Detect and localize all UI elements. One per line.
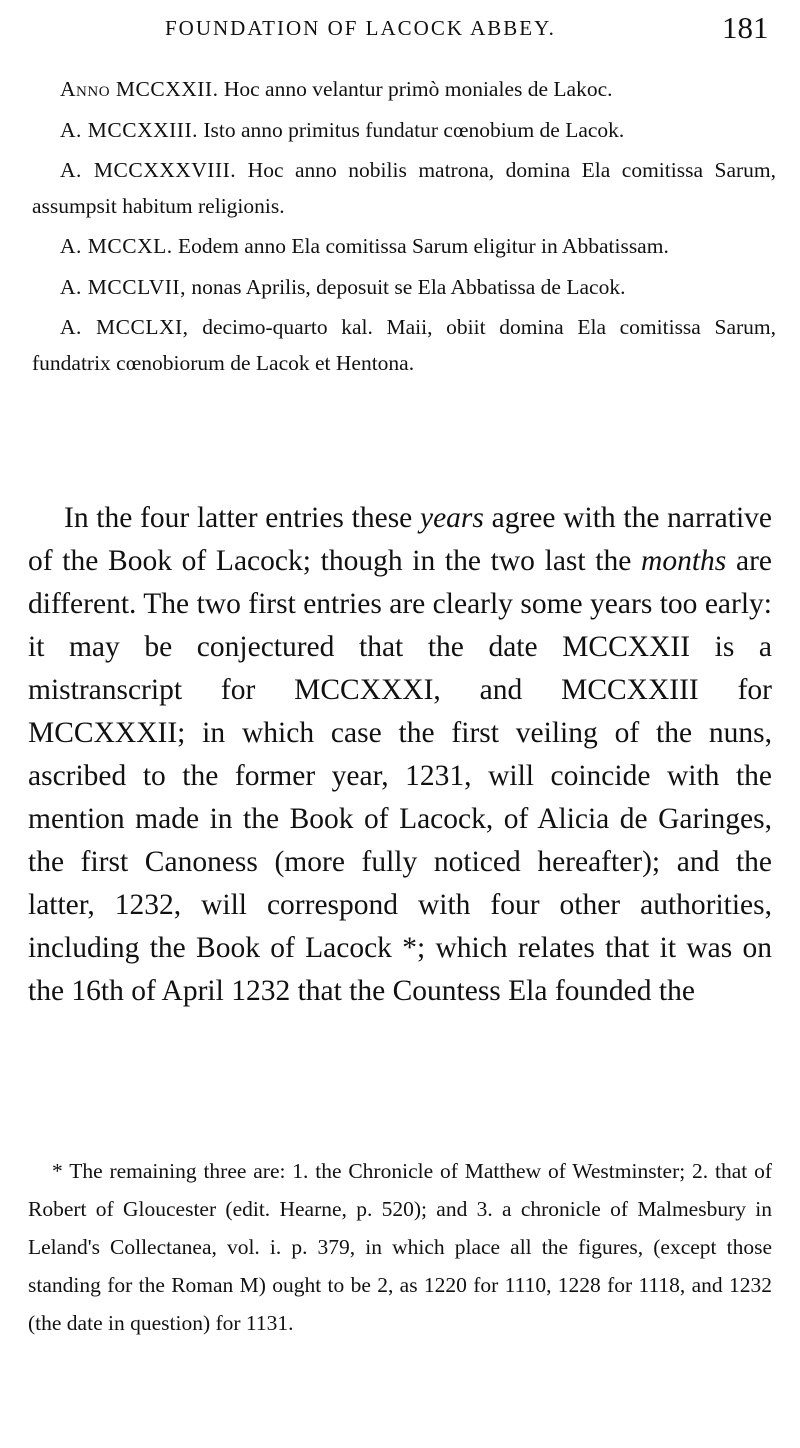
annal-year: A. MCCXL.: [60, 234, 173, 258]
annal-entry: [32, 229, 776, 265]
annal-entry: [32, 113, 776, 149]
main-text-part: are different. The two first entries are clearly some years too early: it may be conjectured that the date MCCXXII is a mistranscript for MCCXXXI, and MCCXXIII for MCCXXXII; in which case the first veiling of the nuns, ascribed to the former year, 1231, will coincide with the mention made in the Book of Lacock, of Alicia de Garinges, the first Canoness (more fully noticed hereafter); and the latter, 1232, will correspond with four other authorities, including the Book of Lacock *; which relates that it was on the 16th of April 1232 that the Countess Ela founded the: [28, 545, 772, 1007]
annal-text: decimo-quarto kal. Maii, obiit domina Ela comitissa Sarum, fundatrix cœnobiorum de Lacok et Hentona.: [32, 315, 776, 375]
annal-entry: [32, 153, 776, 224]
footnote: [28, 1152, 772, 1342]
annal-year: A. MCCLXI,: [60, 315, 189, 339]
annal-entry: [32, 310, 776, 381]
annal-text: Hoc anno velantur primò moniales de Lakoc.: [223, 77, 613, 101]
annal-year: A. MCCXXIII.: [60, 117, 198, 142]
page-number: 181: [722, 10, 769, 45]
annal-year: A. MCCLVII,: [60, 274, 186, 299]
running-head: [0, 10, 800, 50]
emphasis-months: months: [641, 545, 727, 577]
annal-text: Hoc anno nobilis matrona, domina Ela comitissa Sarum, assumpsit habitum religionis.: [32, 158, 776, 218]
annal-year: Anno MCCXXII.: [60, 77, 219, 101]
main-text-part: agree with the narrative of the Book of Lacock; though in the two last the: [28, 502, 772, 577]
annals-extract: [32, 72, 776, 386]
running-title: FOUNDATION OF LACOCK ABBEY.: [165, 16, 556, 40]
annal-entry: [32, 270, 776, 306]
annal-year: A. MCCXXXVIII.: [60, 158, 237, 182]
annal-entry: [32, 72, 776, 108]
main-text-part: In the four latter entries these: [64, 502, 420, 534]
footnote-text: * The remaining three are: 1. the Chronicle of Matthew of Westminster; 2. that of Robert of Gloucester (edit. Hearne, p. 520); and 3. a chronicle of Malmesbury in Leland's Collectanea, vol. i. p. 379, in which place all the figures, (except those standing for the Roman M) ought to be 2, as 1220 for 1110, 1228 for 1118, and 1232 (the date in question) for 1131.: [28, 1159, 772, 1335]
annal-text: Eodem anno Ela comitissa Sarum eligitur in Abbatissam.: [177, 234, 669, 258]
main-text: [28, 497, 772, 1013]
main-paragraph: [28, 497, 772, 1013]
annal-text: nonas Aprilis, deposuit se Ela Abbatissa de Lacok.: [191, 274, 626, 299]
emphasis-years: years: [420, 502, 484, 534]
annal-text: Isto anno primitus fundatur cœnobium de Lacok.: [203, 117, 625, 142]
